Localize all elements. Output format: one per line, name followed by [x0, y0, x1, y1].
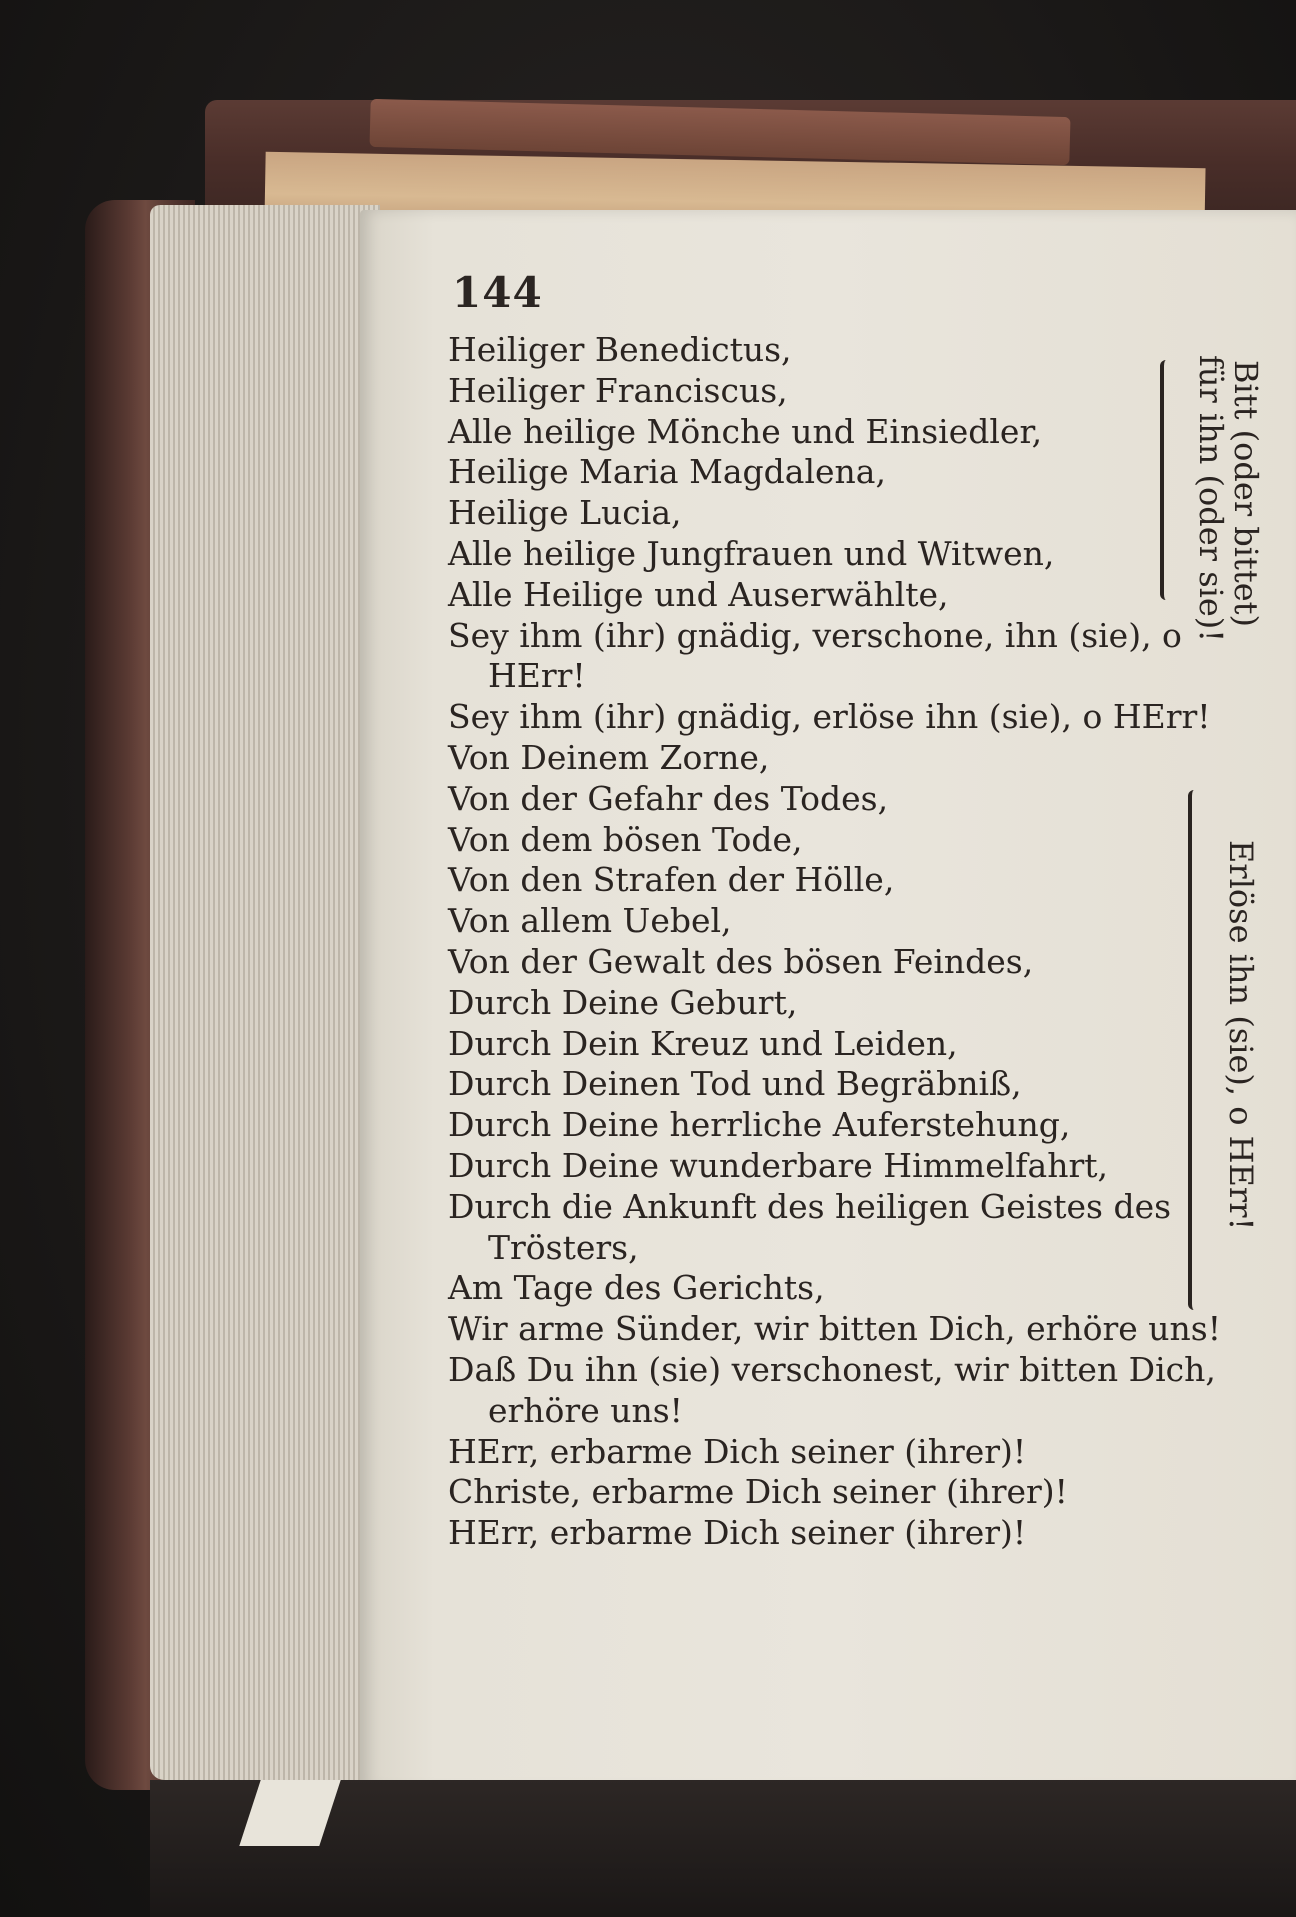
text-line: Durch Deine Geburt, [448, 982, 798, 1022]
text-line: Sey ihm (ihr) gnädig, verschone, ihn (sie), o [448, 615, 1182, 655]
text-line: Heiliger Franciscus, [448, 370, 788, 410]
text-line: Daß Du ihn (sie) verschonest, wir bitten Dich, [448, 1349, 1216, 1389]
text-line: Heiliger Benedictus, [448, 330, 792, 369]
text-line: Alle heilige Mönche und Einsiedler, [448, 411, 1043, 451]
text-line: Christe, erbarme Dich seiner (ihrer)! [448, 1472, 1068, 1512]
text-line: HErr, erbarme Dich seiner (ihrer)! [448, 1513, 1027, 1553]
side-response-erloese: Erlöse ihn (sie), o HErr! [1222, 840, 1260, 1231]
side-response-fuer-ihn: für ihn (oder sie)! [1192, 355, 1230, 643]
text-line: Durch Dein Kreuz und Leiden, [448, 1023, 958, 1063]
text-line: Von den Strafen der Hölle, [448, 860, 895, 900]
text-line: Heilige Maria Magdalena, [448, 452, 886, 492]
text-line: Von allem Uebel, [448, 901, 732, 941]
text-line: Am Tage des Gerichts, [448, 1268, 825, 1308]
text-line: Durch Deinen Tod und Begräbniß, [448, 1064, 1022, 1104]
text-line: Wir arme Sünder, wir bitten Dich, erhöre uns! [448, 1309, 1222, 1349]
text-line: HErr, erbarme Dich seiner (ihrer)! [448, 1431, 1027, 1471]
text-line: Durch die Ankunft des heiligen Geistes des [448, 1186, 1172, 1226]
curly-brace-2 [1188, 790, 1206, 1310]
text-line: Alle Heilige und Auserwählte, [448, 574, 949, 614]
text-line: Trösters, [488, 1227, 639, 1267]
text-line: Heilige Lucia, [448, 493, 682, 533]
text-line: Von der Gefahr des Todes, [448, 778, 889, 818]
text-line: Durch Deine herrliche Auferstehung, [448, 1105, 1071, 1145]
text-line: Durch Deine wunderbare Himmelfahrt, [448, 1145, 1108, 1185]
text-line: Alle heilige Jungfrauen und Witwen, [448, 533, 1055, 573]
page-number: 144 [452, 268, 543, 317]
text-line: Von Deinem Zorne, [448, 737, 770, 777]
side-response-bitt: Bitt (oder bittet) [1227, 360, 1265, 627]
text-line: Sey ihm (ihr) gnädig, erlöse ihn (sie), o HErr! [448, 697, 1211, 737]
page-edges-stack [150, 205, 380, 1780]
curly-brace-1 [1160, 360, 1178, 600]
text-line: Von dem bösen Tode, [448, 819, 803, 859]
text-line: Von der Gewalt des bösen Feindes, [448, 941, 1034, 981]
text-line: erhöre uns! [488, 1390, 683, 1430]
text-line: HErr! [488, 656, 586, 696]
